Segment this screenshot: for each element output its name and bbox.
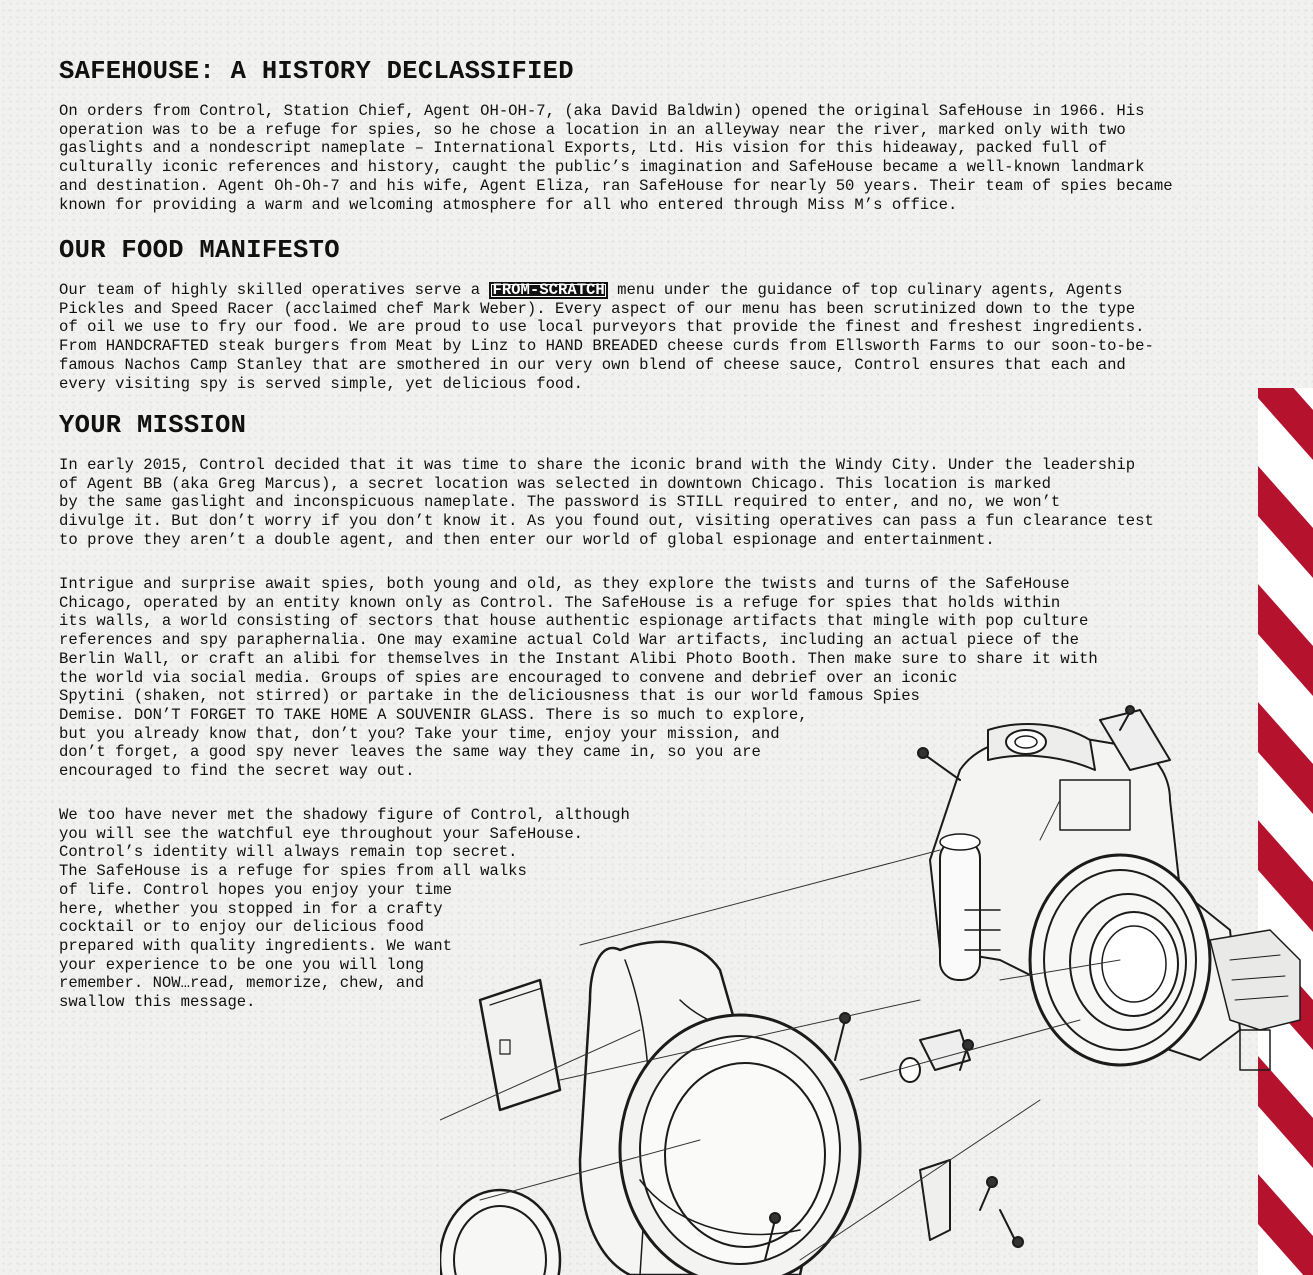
history-paragraph [59,102,1173,214]
text-line: Intrigue and surprise await spies, both young and old, as they explore the twists and turns of the SafeHouse [59,575,1070,593]
text-line: don’t forget, a good spy never leaves the same way they came in, so you are [59,743,761,762]
text-line: known for providing a warm and welcoming atmosphere for all who entered through Miss M’s office. [59,195,958,214]
text-line: culturally iconic references and history, caught the public’s imagination and SafeHouse became a well-known landmark [59,158,1145,177]
text-line: and destination. Agent Oh-Oh-7 and his wife, Agent Eliza, ran SafeHouse for nearly 50 years. Their team of spies became [59,176,1173,195]
text-line: encouraged to find the secret way out. [59,762,415,781]
text-line: the world via social media. Groups of spies are encouraged to convene and debrief over an iconic [59,668,958,687]
text-line: but you already know that, don’t you? Take your time, enjoy your mission, and [59,724,780,743]
mission-paragraph-2 [59,575,1098,781]
mission-paragraph-1 [59,456,1154,550]
text-line: In early 2015, Control decided that it was time to share the iconic brand with the Windy City. Under the leadership [59,456,1136,474]
text-line: to prove they aren’t a double agent, and then enter our world of global espionage and entertainment. [59,530,995,549]
food-manifesto-heading: OUR FOOD MANIFESTO [59,236,340,265]
text-line: of Agent BB (aka Greg Marcus), a secret location was selected in downtown Chicago. This location is marked [59,474,1051,493]
text-line: Berlin Wall, or craft an alibi for themselves in the Instant Alibi Photo Booth. Then make sure to share it with [59,649,1098,668]
text-line: The SafeHouse is a refuge for spies from all walks [59,862,527,881]
food-paragraph [59,281,1154,393]
text-line: Control’s identity will always remain top secret. [59,843,518,862]
text-line: every visiting spy is served simple, yet delicious food. [59,374,584,393]
text-line: Spytini (shaken, not stirred) or partake in the deliciousness that is our world famous Spies [59,687,920,706]
text-line: swallow this message. [59,993,256,1012]
text-line: Our team of highly skilled operatives serve a [59,281,490,299]
history-heading: SAFEHOUSE: A HISTORY DECLASSIFIED [59,57,574,86]
text-line: Chicago, operated by an entity known only as Control. The SafeHouse is a refuge for spies that holds within [59,593,1061,612]
text-line: We too have never met the shadowy figure of Control, although [59,806,630,824]
text-line: operation was to be a refuge for spies, so he chose a location in an alleyway near the river, marked only with two [59,120,1126,139]
text-line: of life. Control hopes you enjoy your time [59,880,453,899]
text-line: divulge it. But don’t worry if you don’t know it. As you found out, visiting operatives can pass a fun clearance test [59,512,1154,531]
text-line: Demise. DON’T FORGET TO TAKE HOME A SOUVENIR GLASS. There is so much to explore, [59,705,808,724]
text-line: prepared with quality ingredients. We want [59,936,453,955]
text-line: remember. NOW…read, memorize, chew, and [59,974,424,993]
text-line: gaslights and a nondescript nameplate – International Exports, Ltd. His vision for this hideaway, packed full of [59,139,1108,158]
from-scratch-badge: FROM-SCRATCH [489,282,607,299]
text-line: of oil we use to fry our food. We are proud to use local purveyors that provide the finest and freshest ingredients. [59,318,1145,337]
mission-paragraph-3 [59,806,630,1012]
text-line: you will see the watchful eye throughout your SafeHouse. [59,824,584,843]
text-line: cocktail or to enjoy our delicious food [59,918,424,937]
text-line: by the same gaslight and inconspicuous nameplate. The password is STILL required to enter, and no, we won’t [59,493,1061,512]
text-line: menu under the guidance of top culinary agents, Agents [607,281,1123,299]
text-line: your experience to be one you will long [59,955,424,974]
mission-heading: YOUR MISSION [59,411,247,440]
text-line: Pickles and Speed Racer (acclaimed chef Mark Weber). Every aspect of our menu has been scrutinized down to the type [59,299,1136,318]
text-line: references and spy paraphernalia. One may examine actual Cold War artifacts, including an actual piece of the [59,631,1079,650]
text-line: its walls, a world consisting of sectors that house authentic espionage artifacts that mingle with pop culture [59,612,1089,631]
text-line: From HANDCRAFTED steak burgers from Meat by Linz to HAND BREADED cheese curds from Ellsworth Farms to our soon-to-be- [59,337,1154,356]
text-line: famous Nachos Camp Stanley that are smothered in our very own blend of cheese sauce, Control ensures that each and [59,355,1126,374]
text-line: On orders from Control, Station Chief, Agent OH-OH-7, (aka David Baldwin) opened the original SafeHouse in 1966. His [59,102,1145,120]
text-line: here, whether you stopped in for a crafty [59,899,443,918]
